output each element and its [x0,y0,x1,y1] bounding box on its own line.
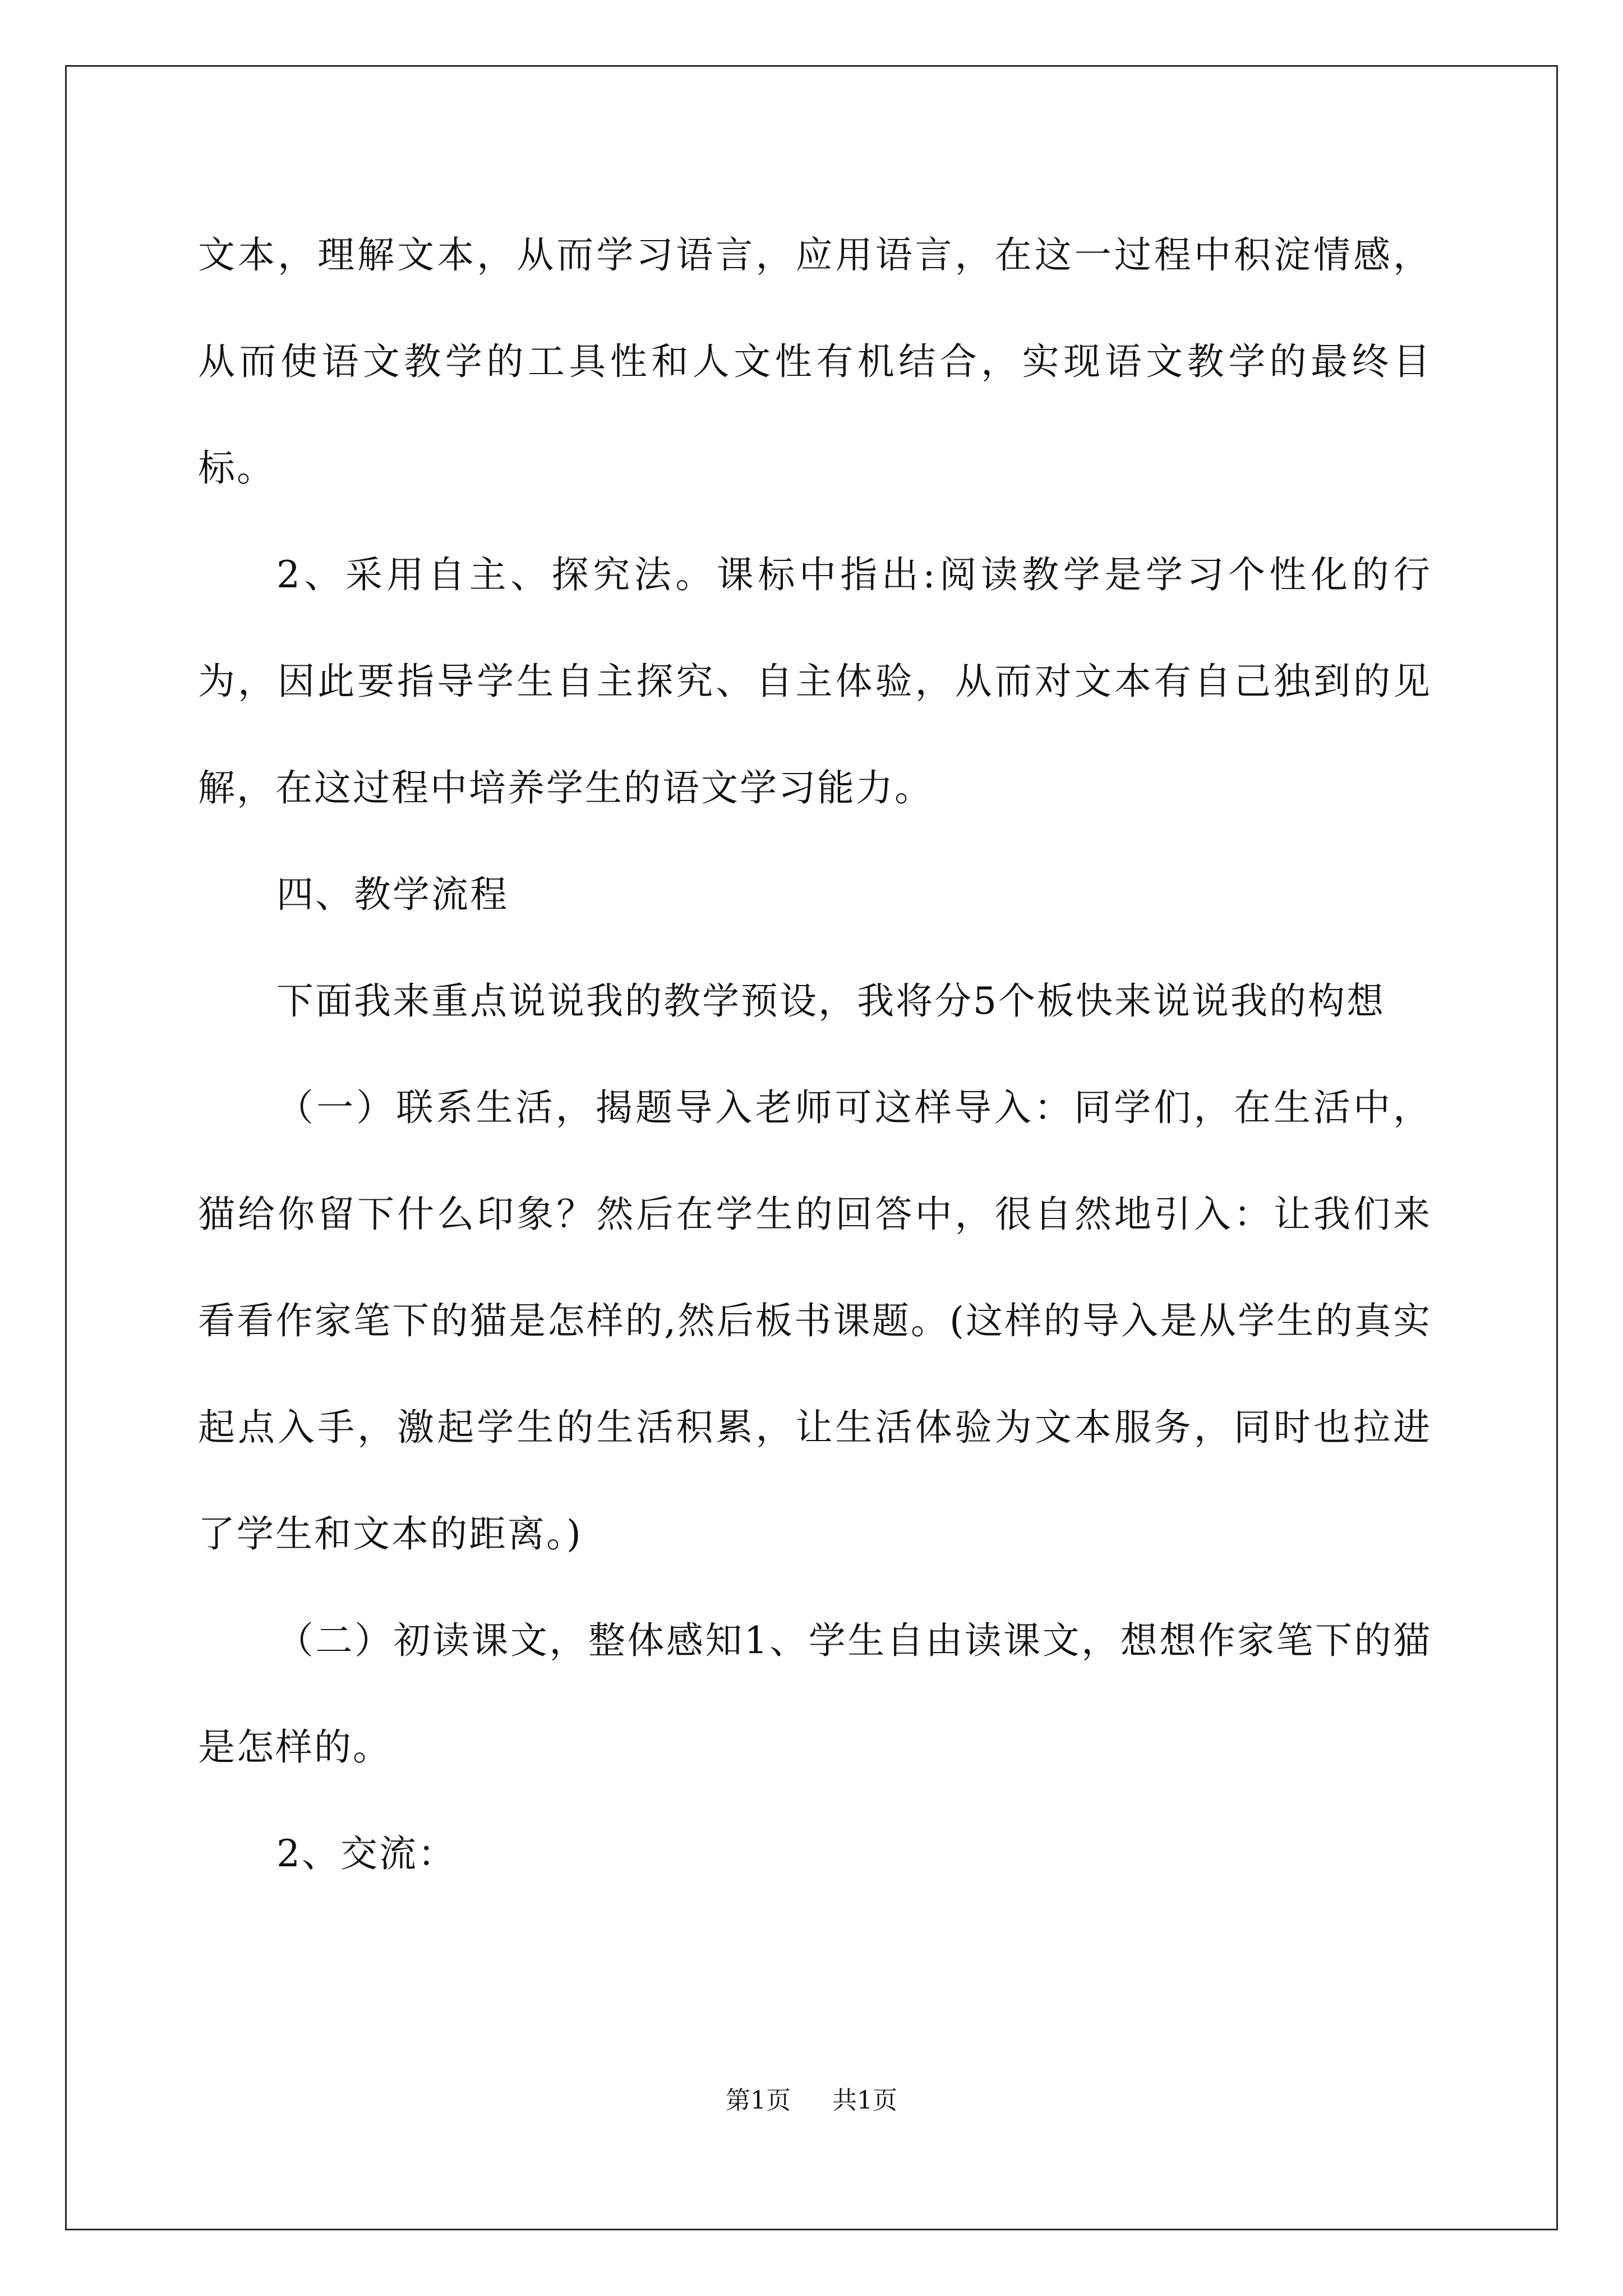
page-footer [0,2084,1623,2118]
paragraph-step-2: （二）初读课文，整体感知1、学生自由读课文，想想作家笔下的猫是怎样的。 [198,1619,1432,1769]
paragraph-exchange: 2、交流： [276,1832,457,1875]
page-number: 第1页 [726,2086,791,2115]
document-body [198,202,1432,1907]
section-heading-teaching-flow: 四、教学流程 [276,873,509,916]
paragraph-intro-plan: 下面我来重点说说我的教学预设，我将分5个板快来说说我的构想 [276,979,1385,1023]
page-total: 共1页 [832,2086,897,2115]
paragraph-method-2: 2、采用自主、探究法。课标中指出:阅读教学是学习个性化的行为，因此要指导学生自主探究、自主体验，从而对文本有自己独到的见解，在这过程中培养学生的语文学习能力。 [198,553,1432,809]
paragraph-step-1: （一）联系生活，揭题导入老师可这样导入：同学们，在生活中，猫给你留下什么印象？然后在学生的回答中，很自然地引入：让我们来看看作家笔下的猫是怎样的,然后板书课题。(这样的导入是从学生的真实起点入手，激起学生的生活积累，让生活体验为文本服务，同时也拉进了学生和文本的距离。) [198,1086,1432,1556]
paragraph-continuation: 文本，理解文本，从而学习语言，应用语言，在这一过程中积淀情感，从而使语文教学的工具性和人文性有机结合，实现语文教学的最终目标。 [198,233,1432,490]
